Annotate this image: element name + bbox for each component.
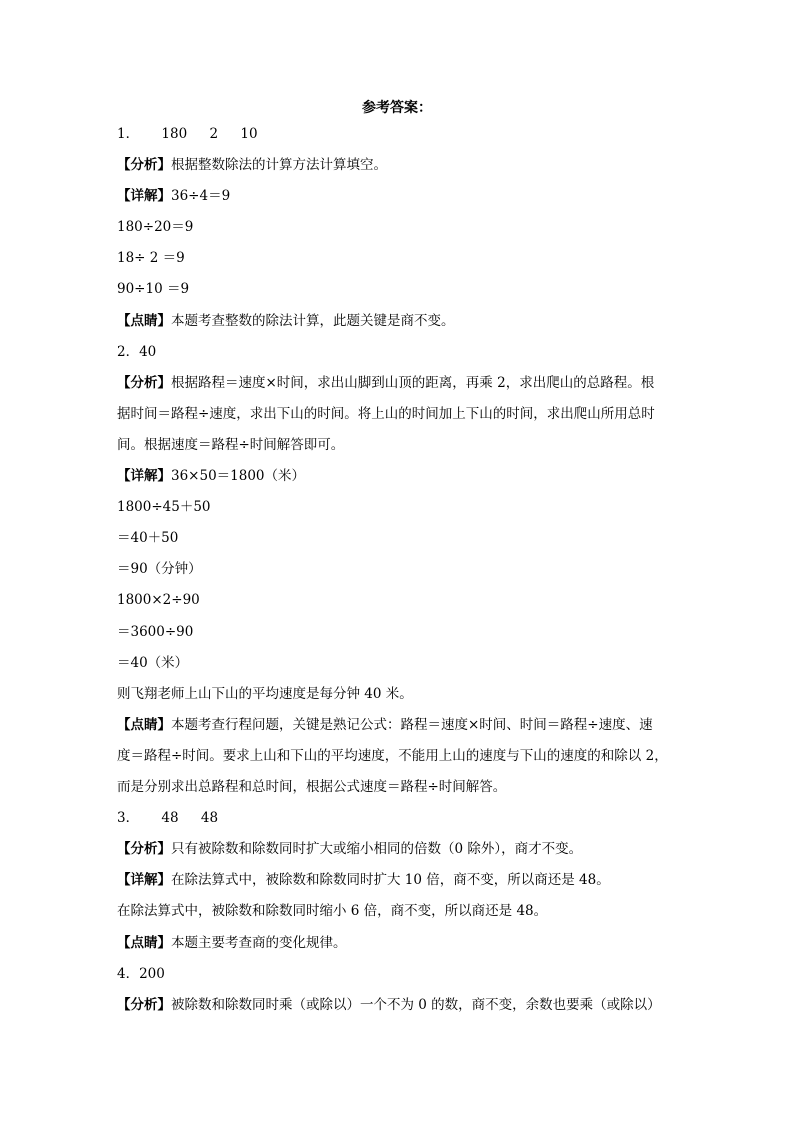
comment-tag: 【点睛】 [117, 313, 171, 329]
analysis-tag: 【分析】 [117, 841, 171, 857]
detail-tag: 【详解】 [117, 188, 171, 204]
q2-analysis-line: 间。根据速度＝路程÷时间解答即可。 [117, 437, 345, 453]
q3-detail: 【详解】在除法算式中，被除数和除数同时扩大 10 倍，商不变，所以商还是 48。 [117, 872, 610, 888]
analysis-tag: 【分析】 [117, 997, 171, 1013]
q1-detail-line: 90÷10 ＝9 [117, 281, 190, 297]
q3-analysis: 【分析】只有被除数和除数同时扩大或缩小相同的倍数（0 除外），商才不变。 [117, 841, 583, 857]
q3-detail-line: 在除法算式中，被除数和除数同时缩小 6 倍，商不变，所以商还是 48。 [117, 903, 548, 919]
q1-answer-3: 10 [240, 126, 258, 142]
q2-comment-line: 而是分别求出总路程和总时间，根据公式速度＝路程÷时间解答。 [117, 779, 507, 795]
q2-detail: 【详解】36×50＝1800（米） [117, 468, 306, 484]
comment-tag: 【点睛】 [117, 717, 171, 733]
q2-detail-line: 则飞翔老师上山下山的平均速度是每分钟 40 米。 [117, 686, 413, 702]
q3-number: 3． [117, 810, 140, 826]
page-title: 参考答案： [362, 100, 432, 116]
q2-comment: 【点睛】本题考查行程问题，关键是熟记公式：路程＝速度×时间、时间＝路程÷速度、速 [117, 717, 653, 733]
q3-answer-1: 48 [161, 810, 179, 826]
analysis-tag: 【分析】 [117, 375, 171, 391]
q1-answer-2: 2 [209, 126, 219, 142]
q3-answer-line [117, 808, 218, 828]
q2-detail-line: ＝3600÷90 [117, 624, 194, 640]
q1-answer-line [117, 124, 258, 144]
q1-analysis: 【分析】根据整数除法的计算方法计算填空。 [117, 157, 387, 173]
q2-comment-line: 度＝路程÷时间。要求上山和下山的平均速度，不能用上山的速度与下山的速度的和除以 2， [117, 748, 668, 764]
q1-detail: 【详解】36÷4＝9 [117, 188, 231, 204]
comment-tag: 【点睛】 [117, 935, 171, 951]
q3-comment: 【点睛】本题主要考查商的变化规律。 [117, 935, 347, 951]
detail-tag: 【详解】 [117, 872, 171, 888]
q1-detail-line: 180÷20＝9 [117, 219, 194, 235]
q2-detail-line: 1800÷45＋50 [117, 499, 211, 515]
q1-number: 1． [117, 126, 140, 142]
q2-answer-line: 2．40 [117, 344, 157, 360]
q1-answer-1: 180 [161, 126, 188, 142]
q3-answer-2: 48 [200, 810, 219, 826]
q2-analysis: 【分析】根据路程＝速度×时间，求出山脚到山顶的距离，再乘 2，求出爬山的总路程。根 [117, 375, 655, 391]
q2-detail-line: ＝40＋50 [117, 530, 179, 546]
q2-analysis-line: 据时间＝路程÷速度，求出下山的时间。将上山的时间加上下山的时间，求出爬山所用总时 [117, 406, 655, 422]
detail-tag: 【详解】 [117, 468, 171, 484]
q1-comment: 【点睛】本题考查整数的除法计算，此题关键是商不变。 [117, 313, 455, 329]
q1-detail-line: 18÷ 2 ＝9 [117, 250, 185, 266]
q2-detail-line: ＝90（分钟） [117, 561, 202, 577]
q4-analysis: 【分析】被除数和除数同时乘（或除以）一个不为 0 的数，商不变，余数也要乘（或除以） [117, 997, 661, 1013]
q4-answer-line: 4．200 [117, 966, 165, 982]
q2-detail-line: ＝40（米） [117, 655, 189, 671]
analysis-tag: 【分析】 [117, 157, 171, 173]
q2-detail-line: 1800×2÷90 [117, 592, 200, 608]
